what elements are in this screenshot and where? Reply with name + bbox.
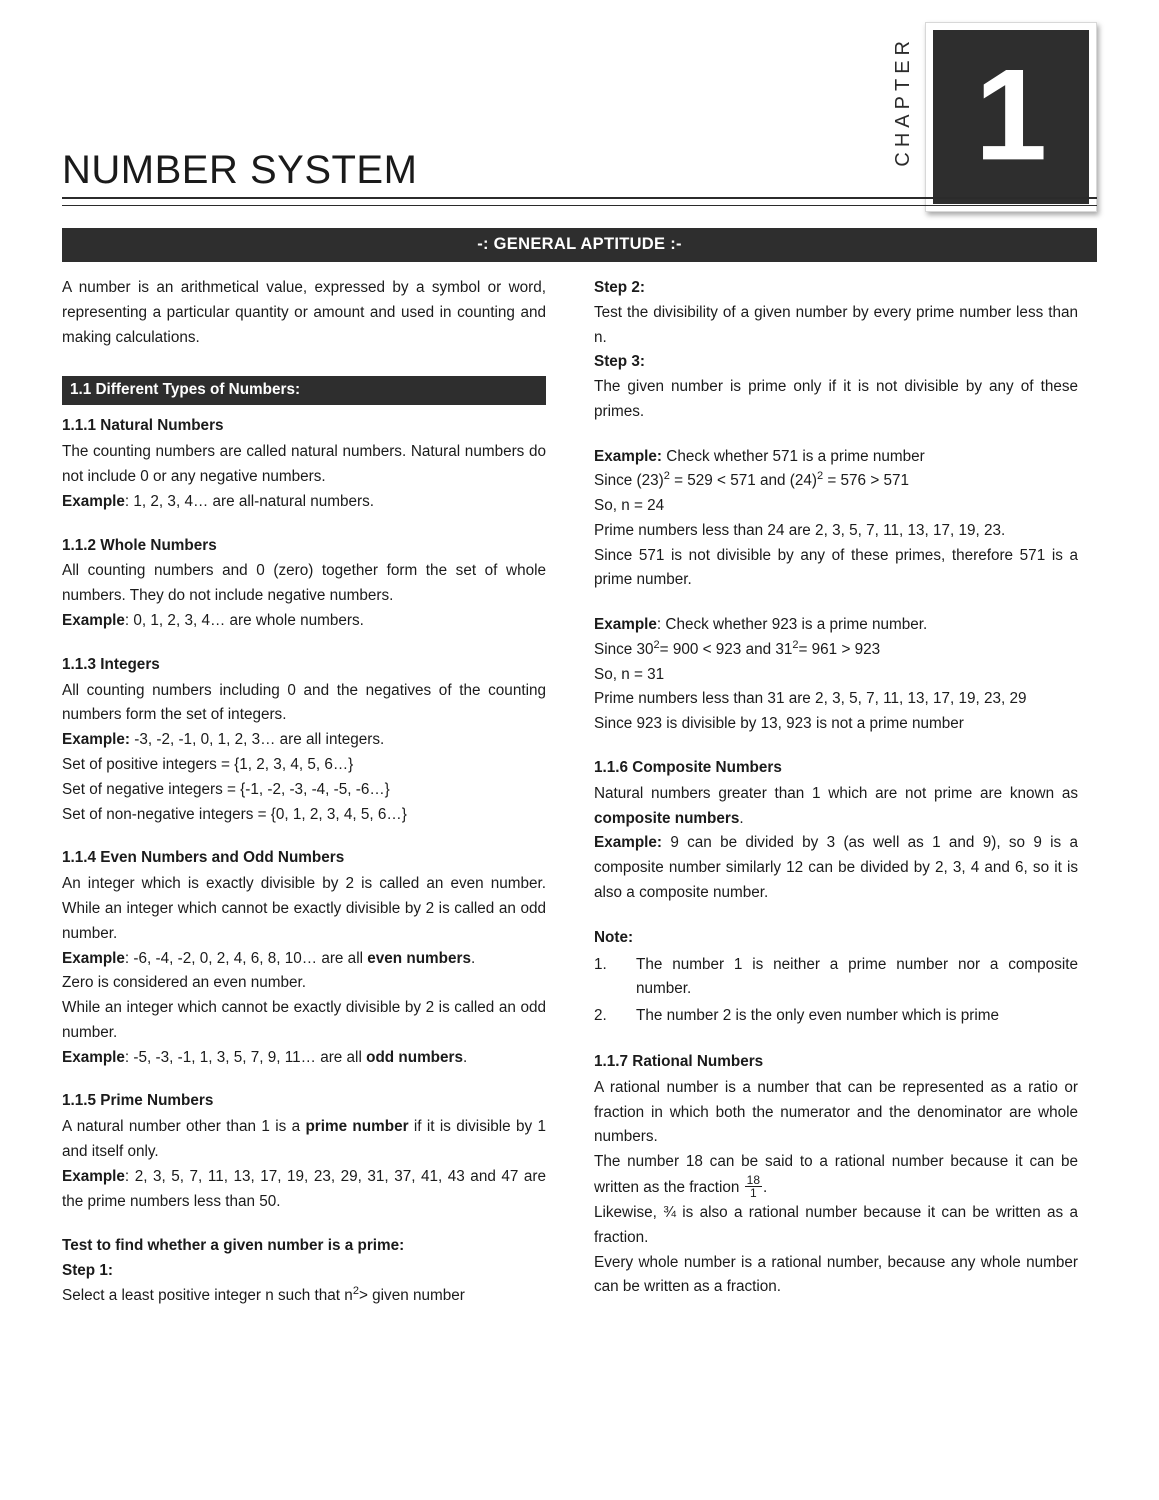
example-1-1-6 <box>594 831 1078 905</box>
chapter-badge-inner <box>933 30 1089 204</box>
text-1-1-2: All counting numbers and 0 (zero) together form the set of whole numbers. They do not include negative numbers. <box>62 562 546 605</box>
example-label: Example <box>62 1167 125 1185</box>
example-571-line-3: Prime numbers less than 24 are 2, 3, 5, 7, 11, 13, 17, 19, 23. <box>594 521 1006 539</box>
example-text: : Check whether 923 is a prime number. <box>656 616 928 634</box>
list-item <box>594 953 1078 1003</box>
example-label: Example: <box>594 834 663 852</box>
note-heading <box>594 926 1078 951</box>
step-2-heading <box>594 276 1078 301</box>
fraction-numerator: 18 <box>746 1172 760 1187</box>
intro-paragraph: A number is an arithmetical value, expressed by a symbol or word, representing a particular quantity or amount and used in counting and making calculations. <box>62 279 546 346</box>
page-header <box>62 0 1097 228</box>
step-1-heading <box>62 1259 546 1284</box>
heading-1-1-7: 1.1.7 Rational Numbers <box>594 1052 764 1070</box>
example-text-end: . <box>463 1048 468 1066</box>
rational-18-line <box>594 1150 1078 1201</box>
example-label: Example <box>62 949 125 967</box>
example-571-line-4: Since 571 is not divisible by any of these primes, therefore 571 is a prime number. <box>594 546 1078 589</box>
line-part-b: = 900 < 923 and 31 <box>659 640 793 658</box>
section-heading-1-1: 1.1 Different Types of Numbers: <box>62 376 546 405</box>
text-1-1-7: A rational number is a number that can be represented as a ratio or fraction in which both the numerator and the denominator are whole numbers. <box>594 1078 1078 1146</box>
example-text: : -5, -3, -1, 1, 3, 5, 7, 9, 11… are all <box>124 1048 367 1066</box>
example-text-end: . <box>470 949 476 967</box>
heading-1-1-6: 1.1.6 Composite Numbers <box>594 759 782 777</box>
example-571 <box>594 445 1078 470</box>
example-text: Check whether 571 is a prime number <box>662 447 925 465</box>
step-2-body: Test the divisibility of a given number by every prime number less than n. <box>594 303 1078 346</box>
list-item <box>594 1004 1078 1029</box>
text-1-1-1: The counting numbers are called natural numbers. Natural numbers do not include 0 or any negative numbers. <box>62 443 546 485</box>
heading-1-1-1: 1.1.1 Natural Numbers <box>62 417 224 435</box>
example-1-1-2 <box>62 609 546 634</box>
line-part-a: Since (23) <box>594 472 664 490</box>
text-part-b: if it is divisible by 1 and itself only. <box>62 1118 547 1161</box>
note-heading-text: Note: <box>594 928 634 946</box>
positive-integers-line: Set of positive integers = {1, 2, 3, 4, 5, 6…} <box>62 756 354 773</box>
heading-1-1-4: 1.1.4 Even Numbers and Odd Numbers <box>62 849 345 867</box>
example-571-line-1 <box>594 469 1078 494</box>
left-column <box>62 276 546 1309</box>
text-part-b: . <box>739 809 744 827</box>
heading-1-1-2: 1.1.2 Whole Numbers <box>62 536 217 554</box>
exponent: 2 <box>663 470 670 483</box>
prime-number-term: prime number <box>305 1118 409 1136</box>
step-1-body <box>62 1284 546 1309</box>
example-label: Example <box>62 492 125 510</box>
example-label: Example: <box>594 447 663 465</box>
fraction-denominator: 1 <box>749 1186 757 1201</box>
negative-integers-line: Set of negative integers = {-1, -2, -3, -4, -5, -6…} <box>62 780 390 798</box>
text-part-a: Natural numbers greater than 1 which are not prime are known as <box>594 784 1078 802</box>
example-1-1-4-odd <box>62 1046 546 1071</box>
composite-numbers-term: composite numbers <box>594 809 740 827</box>
prime-test-heading-text: Test to find whether a given number is a prime: <box>62 1237 405 1255</box>
note-list <box>594 953 1078 1029</box>
exponent: 2 <box>653 638 660 651</box>
example-text: : -6, -4, -2, 0, 2, 4, 6, 8, 10… are all <box>124 949 368 967</box>
example-1-1-1 <box>62 490 546 515</box>
example-1-1-3 <box>62 728 546 753</box>
text-1-1-6 <box>594 782 1078 832</box>
example-1-1-4-even <box>62 947 546 972</box>
exponent: 2 <box>816 470 824 483</box>
chapter-number: 1 <box>974 41 1048 188</box>
list-item-text: The number 1 is neither a prime number nor a composite number. <box>636 955 1078 998</box>
body-columns <box>62 276 1097 1309</box>
non-negative-integers-line: Set of non-negative integers = {0, 1, 2, 3, 4, 5, 6…} <box>62 805 407 823</box>
fraction-18-over-1 <box>745 1174 762 1200</box>
line-part-c: = 576 > 571 <box>823 472 910 490</box>
text-1-1-4: An integer which is exactly divisible by 2 is called an even number. While an integer which cannot be exactly divisible by 2 is called an odd number. <box>62 875 546 942</box>
rational-whole-number-line: Every whole number is a rational number, because any whole number can be written as a fraction. <box>594 1253 1078 1296</box>
rational-three-quarters-line: Likewise, ¾ is also a rational number because it can be written as a fraction. <box>594 1204 1078 1246</box>
example-label: Example <box>594 616 657 634</box>
example-571-line-2: So, n = 24 <box>594 497 665 515</box>
step-3-heading-text: Step 3: <box>594 353 645 371</box>
odd-definition-line: While an integer which cannot be exactly divisible by 2 is called an odd number. <box>62 999 546 1041</box>
step-2-heading-text: Step 2: <box>594 279 645 296</box>
example-text: : 2, 3, 5, 7, 11, 13, 17, 19, 23, 29, 31, 37, 41, 43 and 47 are the prime numbers less than 50. <box>62 1167 546 1210</box>
zero-even-line: Zero is considered an even number. <box>62 974 307 992</box>
page-title: NUMBER SYSTEM <box>62 148 418 192</box>
step-1-text-a: Select a least positive integer n such that n <box>62 1286 353 1304</box>
example-bold-term: even numbers <box>367 949 471 967</box>
list-item-text: The number 2 is the only even number which is prime <box>636 1007 1000 1025</box>
example-1-1-5 <box>62 1165 546 1215</box>
line-part-a: Since 30 <box>594 640 654 658</box>
example-bold-term: odd numbers <box>366 1048 463 1066</box>
example-923-line-3: Prime numbers less than 31 are 2, 3, 5, 7, 11, 13, 17, 19, 23, 29 <box>594 690 1027 708</box>
example-923-line-1 <box>594 638 1078 663</box>
text-part-a: A natural number other than 1 is a <box>62 1118 306 1136</box>
example-923-line-4: Since 923 is divisible by 13, 923 is not a prime number <box>594 715 964 733</box>
subject-banner: -: GENERAL APTITUDE :- <box>62 228 1097 262</box>
example-label: Example <box>62 612 125 629</box>
list-marker: 2. <box>594 1007 607 1025</box>
heading-1-1-3: 1.1.3 Integers <box>62 655 160 673</box>
text-1-1-5 <box>62 1115 546 1165</box>
text-1-1-3: All counting numbers including 0 and the negatives of the counting numbers form the set of integers. <box>62 681 546 724</box>
heading-1-1-5: 1.1.5 Prime Numbers <box>62 1092 214 1110</box>
example-text: : 0, 1, 2, 3, 4… are whole numbers. <box>124 612 364 629</box>
step-1-heading-text: Step 1: <box>62 1262 113 1280</box>
step-1-text-b: > given number <box>358 1286 465 1304</box>
exponent: 2 <box>792 638 799 651</box>
list-marker: 1. <box>594 955 607 973</box>
prime-test-heading <box>62 1234 546 1259</box>
example-text: : 1, 2, 3, 4… are all-natural numbers. <box>124 492 375 510</box>
example-923 <box>594 613 1078 638</box>
title-divider <box>62 197 1097 206</box>
example-text: -3, -2, -1, 0, 1, 2, 3… are all integers. <box>130 731 385 749</box>
example-label: Example: <box>62 731 131 749</box>
step-3-heading <box>594 350 1078 375</box>
chapter-badge <box>925 22 1097 212</box>
step-3-body: The given number is prime only if it is not divisible by any of these primes. <box>594 378 1078 420</box>
line-part-a: The number 18 can be said to a rational number because it can be written as the fraction <box>594 1153 1078 1196</box>
chapter-word-label: CHAPTER <box>892 36 914 167</box>
line-part-c: = 961 > 923 <box>798 640 881 658</box>
step-1-exponent: 2 <box>352 1284 359 1297</box>
example-label: Example <box>62 1048 125 1066</box>
right-column <box>594 276 1078 1309</box>
example-923-line-2: So, n = 31 <box>594 665 665 683</box>
example-text: 9 can be divided by 3 (as well as 1 and 9), so 9 is a composite number similarly 12 can be divided by 2, 3, 4 and 6, so it is also a composite number. <box>594 834 1078 902</box>
line-part-b: = 529 < 571 and (24) <box>669 472 817 490</box>
line-part-b: . <box>763 1178 768 1196</box>
